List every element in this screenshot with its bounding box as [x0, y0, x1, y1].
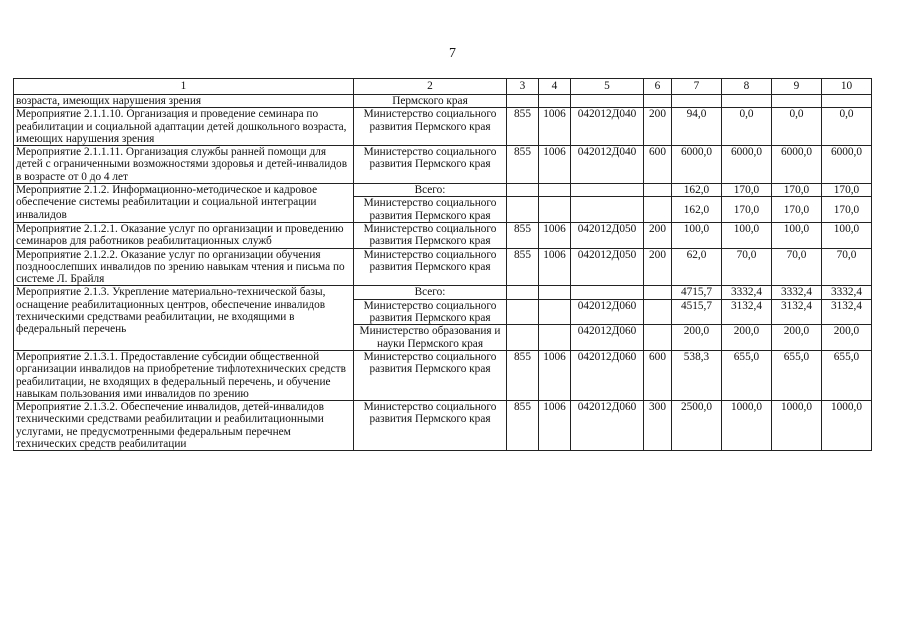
cell-target-code: 042012Д050 [571, 222, 644, 248]
cell-target-code: 042012Д050 [571, 248, 644, 286]
cell-section-code: 1006 [539, 248, 571, 286]
column-header: 9 [772, 79, 822, 95]
column-header: 7 [672, 79, 722, 95]
cell-value-col9: 70,0 [772, 248, 822, 286]
cell-value-col8: 3332,4 [722, 286, 772, 299]
cell-section-code [539, 197, 571, 223]
cell-value-col9: 1000,0 [772, 401, 822, 451]
table-row [14, 146, 872, 184]
column-header: 10 [822, 79, 872, 95]
cell-value-col9: 200,0 [772, 325, 822, 351]
cell-target-code [571, 95, 644, 108]
cell-section-code: 1006 [539, 401, 571, 451]
cell-section-code: 1006 [539, 146, 571, 184]
cell-value-col8: 1000,0 [722, 401, 772, 451]
table-row [14, 108, 872, 146]
responsible-org: Министерство социального развития Пермского края [354, 146, 507, 184]
cell-expense-type: 300 [644, 401, 672, 451]
cell-expense-type [644, 299, 672, 325]
responsible-org: Министерство образования и науки Пермского края [354, 325, 507, 351]
cell-value-col7: 200,0 [672, 325, 722, 351]
cell-value-col10: 70,0 [822, 248, 872, 286]
cell-target-code: 042012Д060 [571, 350, 644, 400]
measure-description: Мероприятие 2.1.3.2. Обеспечение инвалидов, детей-инвалидов техническими средствами реабилитации и реабилитационными услугами, не предусмотренными федеральным перечнем технических средств реабилитации [14, 401, 354, 451]
cell-expense-type [644, 286, 672, 299]
cell-value-col8: 70,0 [722, 248, 772, 286]
cell-section-code [539, 286, 571, 299]
column-header: 8 [722, 79, 772, 95]
cell-value-col8 [722, 95, 772, 108]
responsible-org: Пермского края [354, 95, 507, 108]
table-row [14, 222, 872, 248]
cell-section-code [539, 325, 571, 351]
measure-description: Мероприятие 2.1.2. Информационно-методическое и кадровое обеспечение системы реабилитации и социальной интеграции инвалидов [14, 184, 354, 223]
table-row [14, 184, 872, 197]
cell-value-col9 [772, 95, 822, 108]
measure-description: Мероприятие 2.1.3. Укрепление материально-технической базы, оснащение реабилитационных центров, обеспечение инвалидов техническими средствами реабилитации, не входящими в федеральный перечень [14, 286, 354, 350]
cell-value-col8: 170,0 [722, 184, 772, 197]
cell-value-col10: 655,0 [822, 350, 872, 400]
budget-table [13, 78, 872, 451]
cell-expense-type [644, 325, 672, 351]
cell-value-col7: 94,0 [672, 108, 722, 146]
cell-value-col8: 100,0 [722, 222, 772, 248]
cell-value-col7: 6000,0 [672, 146, 722, 184]
measure-description: Мероприятие 2.1.2.1. Оказание услуг по организации и проведению семинаров для работников реабилитационных служб [14, 222, 354, 248]
cell-section-code: 1006 [539, 350, 571, 400]
cell-expense-type [644, 184, 672, 197]
column-header: 4 [539, 79, 571, 95]
responsible-org: Министерство социального развития Пермского края [354, 108, 507, 146]
cell-value-col8: 170,0 [722, 197, 772, 223]
responsible-org: Министерство социального развития Пермского края [354, 350, 507, 400]
cell-value-col9: 3332,4 [772, 286, 822, 299]
cell-value-col8: 655,0 [722, 350, 772, 400]
cell-ministry-code: 855 [507, 401, 539, 451]
cell-value-col8: 0,0 [722, 108, 772, 146]
column-header: 6 [644, 79, 672, 95]
cell-value-col10 [822, 95, 872, 108]
measure-description: Мероприятие 2.1.3.1. Предоставление субсидии общественной организации инвалидов на приобретение тифлотехнических средств реабилитации, не входящих в федеральный перечень, и обучение навыкам пользования ими инвалидов по зрению [14, 350, 354, 400]
cell-ministry-code: 855 [507, 350, 539, 400]
cell-value-col7: 4515,7 [672, 299, 722, 325]
cell-value-col10: 100,0 [822, 222, 872, 248]
header-row [14, 79, 872, 95]
cell-value-col7: 4715,7 [672, 286, 722, 299]
column-header: 2 [354, 79, 507, 95]
cell-value-col10: 170,0 [822, 197, 872, 223]
cell-expense-type: 200 [644, 108, 672, 146]
responsible-org-total: Всего: [354, 184, 507, 197]
cell-ministry-code [507, 197, 539, 223]
table-row [14, 286, 872, 299]
cell-value-col7: 62,0 [672, 248, 722, 286]
cell-ministry-code [507, 325, 539, 351]
measure-description: Мероприятие 2.1.2.2. Оказание услуг по организации обучения поздноослепших инвалидов по зрению навыкам чтения и письма по системе Л. Брайля [14, 248, 354, 286]
cell-expense-type: 200 [644, 222, 672, 248]
table-row [14, 248, 872, 286]
cell-value-col8: 200,0 [722, 325, 772, 351]
cell-value-col7: 538,3 [672, 350, 722, 400]
cell-target-code: 042012Д040 [571, 108, 644, 146]
cell-value-col8: 6000,0 [722, 146, 772, 184]
responsible-org: Министерство социального развития Пермского края [354, 222, 507, 248]
cell-section-code: 1006 [539, 108, 571, 146]
cell-value-col9: 3132,4 [772, 299, 822, 325]
column-header: 3 [507, 79, 539, 95]
cell-section-code [539, 95, 571, 108]
cell-target-code [571, 286, 644, 299]
cell-section-code [539, 184, 571, 197]
cell-target-code: 042012Д040 [571, 146, 644, 184]
cell-expense-type: 200 [644, 248, 672, 286]
responsible-org: Министерство социального развития Пермского края [354, 401, 507, 451]
cell-value-col7 [672, 95, 722, 108]
cell-value-col9: 170,0 [772, 197, 822, 223]
cell-expense-type [644, 95, 672, 108]
cell-value-col9: 6000,0 [772, 146, 822, 184]
cell-expense-type [644, 197, 672, 223]
cell-value-col9: 170,0 [772, 184, 822, 197]
table-row [14, 401, 872, 451]
responsible-org: Министерство социального развития Пермского края [354, 248, 507, 286]
cell-ministry-code: 855 [507, 222, 539, 248]
cell-value-col10: 200,0 [822, 325, 872, 351]
cell-value-col9: 0,0 [772, 108, 822, 146]
cell-expense-type: 600 [644, 350, 672, 400]
cell-value-col7: 100,0 [672, 222, 722, 248]
cell-target-code [571, 197, 644, 223]
cell-expense-type: 600 [644, 146, 672, 184]
cell-target-code: 042012Д060 [571, 325, 644, 351]
cell-ministry-code: 855 [507, 248, 539, 286]
cell-target-code [571, 184, 644, 197]
cell-value-col10: 170,0 [822, 184, 872, 197]
cell-section-code: 1006 [539, 222, 571, 248]
cell-value-col8: 3132,4 [722, 299, 772, 325]
page-number: 7 [449, 46, 456, 61]
table-row [14, 95, 872, 108]
column-header: 1 [14, 79, 354, 95]
measure-description: Мероприятие 2.1.1.10. Организация и проведение семинара по реабилитации и социальной адаптации детей дошкольного возраста, имеющих нарушения зрения [14, 108, 354, 146]
cell-value-col10: 0,0 [822, 108, 872, 146]
cell-ministry-code [507, 299, 539, 325]
cell-value-col10: 3132,4 [822, 299, 872, 325]
cell-value-col9: 655,0 [772, 350, 822, 400]
cell-value-col10: 3332,4 [822, 286, 872, 299]
column-header: 5 [571, 79, 644, 95]
cell-ministry-code [507, 286, 539, 299]
cell-value-col10: 1000,0 [822, 401, 872, 451]
cell-ministry-code [507, 184, 539, 197]
measure-description: возраста, имеющих нарушения зрения [14, 95, 354, 108]
cell-value-col9: 100,0 [772, 222, 822, 248]
responsible-org-total: Всего: [354, 286, 507, 299]
cell-ministry-code: 855 [507, 108, 539, 146]
cell-value-col7: 2500,0 [672, 401, 722, 451]
cell-value-col10: 6000,0 [822, 146, 872, 184]
cell-section-code [539, 299, 571, 325]
cell-ministry-code [507, 95, 539, 108]
cell-target-code: 042012Д060 [571, 401, 644, 451]
measure-description: Мероприятие 2.1.1.11. Организация службы ранней помощи для детей с ограниченными возможностями здоровья и детей-инвалидов в возрасте от 0 до 4 лет [14, 146, 354, 184]
cell-ministry-code: 855 [507, 146, 539, 184]
cell-value-col7: 162,0 [672, 197, 722, 223]
cell-target-code: 042012Д060 [571, 299, 644, 325]
responsible-org: Министерство социального развития Пермского края [354, 197, 507, 223]
table-row [14, 350, 872, 400]
responsible-org: Министерство социального развития Пермского края [354, 299, 507, 325]
cell-value-col7: 162,0 [672, 184, 722, 197]
